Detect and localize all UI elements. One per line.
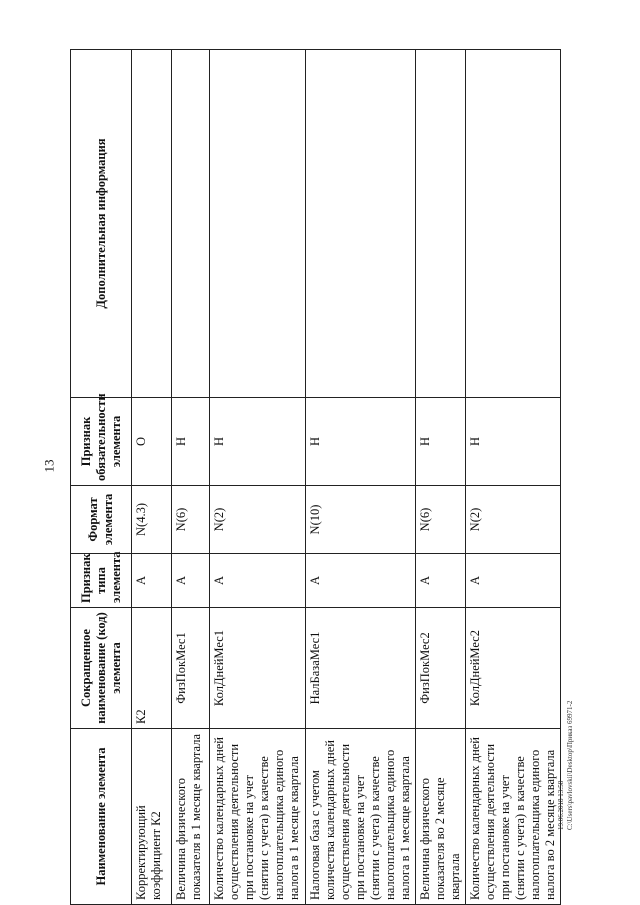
cell-info (132, 50, 172, 398)
column-header-info: Дополнительная информация (71, 50, 132, 398)
table-row (416, 50, 466, 905)
cell-type: А (172, 554, 210, 608)
column-header-format: Формат элемента (71, 486, 132, 554)
cell-name: Количество календарных дней осуществления деятельности при постановке на учет (снятии с учета) в качестве налогоплательщика единого налога во 2 месяце квартала (466, 729, 561, 905)
cell-info (306, 50, 416, 398)
cell-code: КолДнейМес2 (466, 608, 561, 729)
cell-format: N(10) (306, 486, 416, 554)
cell-format: N(2) (466, 486, 561, 554)
cell-required: Н (306, 398, 416, 486)
cell-required: О (132, 398, 172, 486)
cell-name: Величина физического показателя в 1 месяце квартала (172, 729, 210, 905)
cell-code: К2 (132, 608, 172, 729)
cell-info (210, 50, 306, 398)
cell-name: Количество календарных дней осуществления деятельности при постановке на учет (снятии с учета) в качестве налогоплательщика единого налога в 1 месяце квартала (210, 729, 306, 905)
cell-type: А (466, 554, 561, 608)
cell-code: НалБазаМес1 (306, 608, 416, 729)
column-header-name: Наименование элемента (71, 729, 132, 905)
cell-type: А (210, 554, 306, 608)
document-table (70, 49, 561, 905)
table-row (210, 50, 306, 905)
cell-type: А (132, 554, 172, 608)
cell-code: ФизПокМес1 (172, 608, 210, 729)
cell-info (172, 50, 210, 398)
footer-timestamp: 19.06.2018 13:58 (557, 780, 565, 830)
table-row (306, 50, 416, 905)
table-header-row (71, 50, 132, 905)
cell-required: Н (210, 398, 306, 486)
cell-type: А (416, 554, 466, 608)
cell-format: N(4.3) (132, 486, 172, 554)
cell-required: Н (172, 398, 210, 486)
document-table-container (70, 50, 557, 905)
cell-name: Величина физического показателя во 2 месяце квартала (416, 729, 466, 905)
table-row (172, 50, 210, 905)
table-row (132, 50, 172, 905)
cell-info (466, 50, 561, 398)
column-header-type: Признак типа элемента (71, 554, 132, 608)
cell-code: КолДнейМес1 (210, 608, 306, 729)
footer-file-path: C:\Users\pavlovskii\Desktop\Приказ 69971-2 (566, 700, 574, 830)
cell-info (416, 50, 466, 398)
document-footer (557, 701, 575, 830)
page-number: 13 (41, 459, 57, 473)
column-header-code: Сокращенное наименование (код) элемента (71, 608, 132, 729)
cell-required: Н (466, 398, 561, 486)
cell-format: N(6) (416, 486, 466, 554)
cell-name: Налоговая база с учетом количества календарных дней осуществления деятельности при постановке на учет (снятии с учета) в качестве налогоплательщика единого налога в 1 месяце квартала (306, 729, 416, 905)
cell-required: Н (416, 398, 466, 486)
cell-name: Корректирующий коэффициент К2 (132, 729, 172, 905)
column-header-required: Признак обязательности элемента (71, 398, 132, 486)
cell-type: А (306, 554, 416, 608)
cell-code: ФизПокМес2 (416, 608, 466, 729)
cell-format: N(6) (172, 486, 210, 554)
table-row (466, 50, 561, 905)
cell-format: N(2) (210, 486, 306, 554)
